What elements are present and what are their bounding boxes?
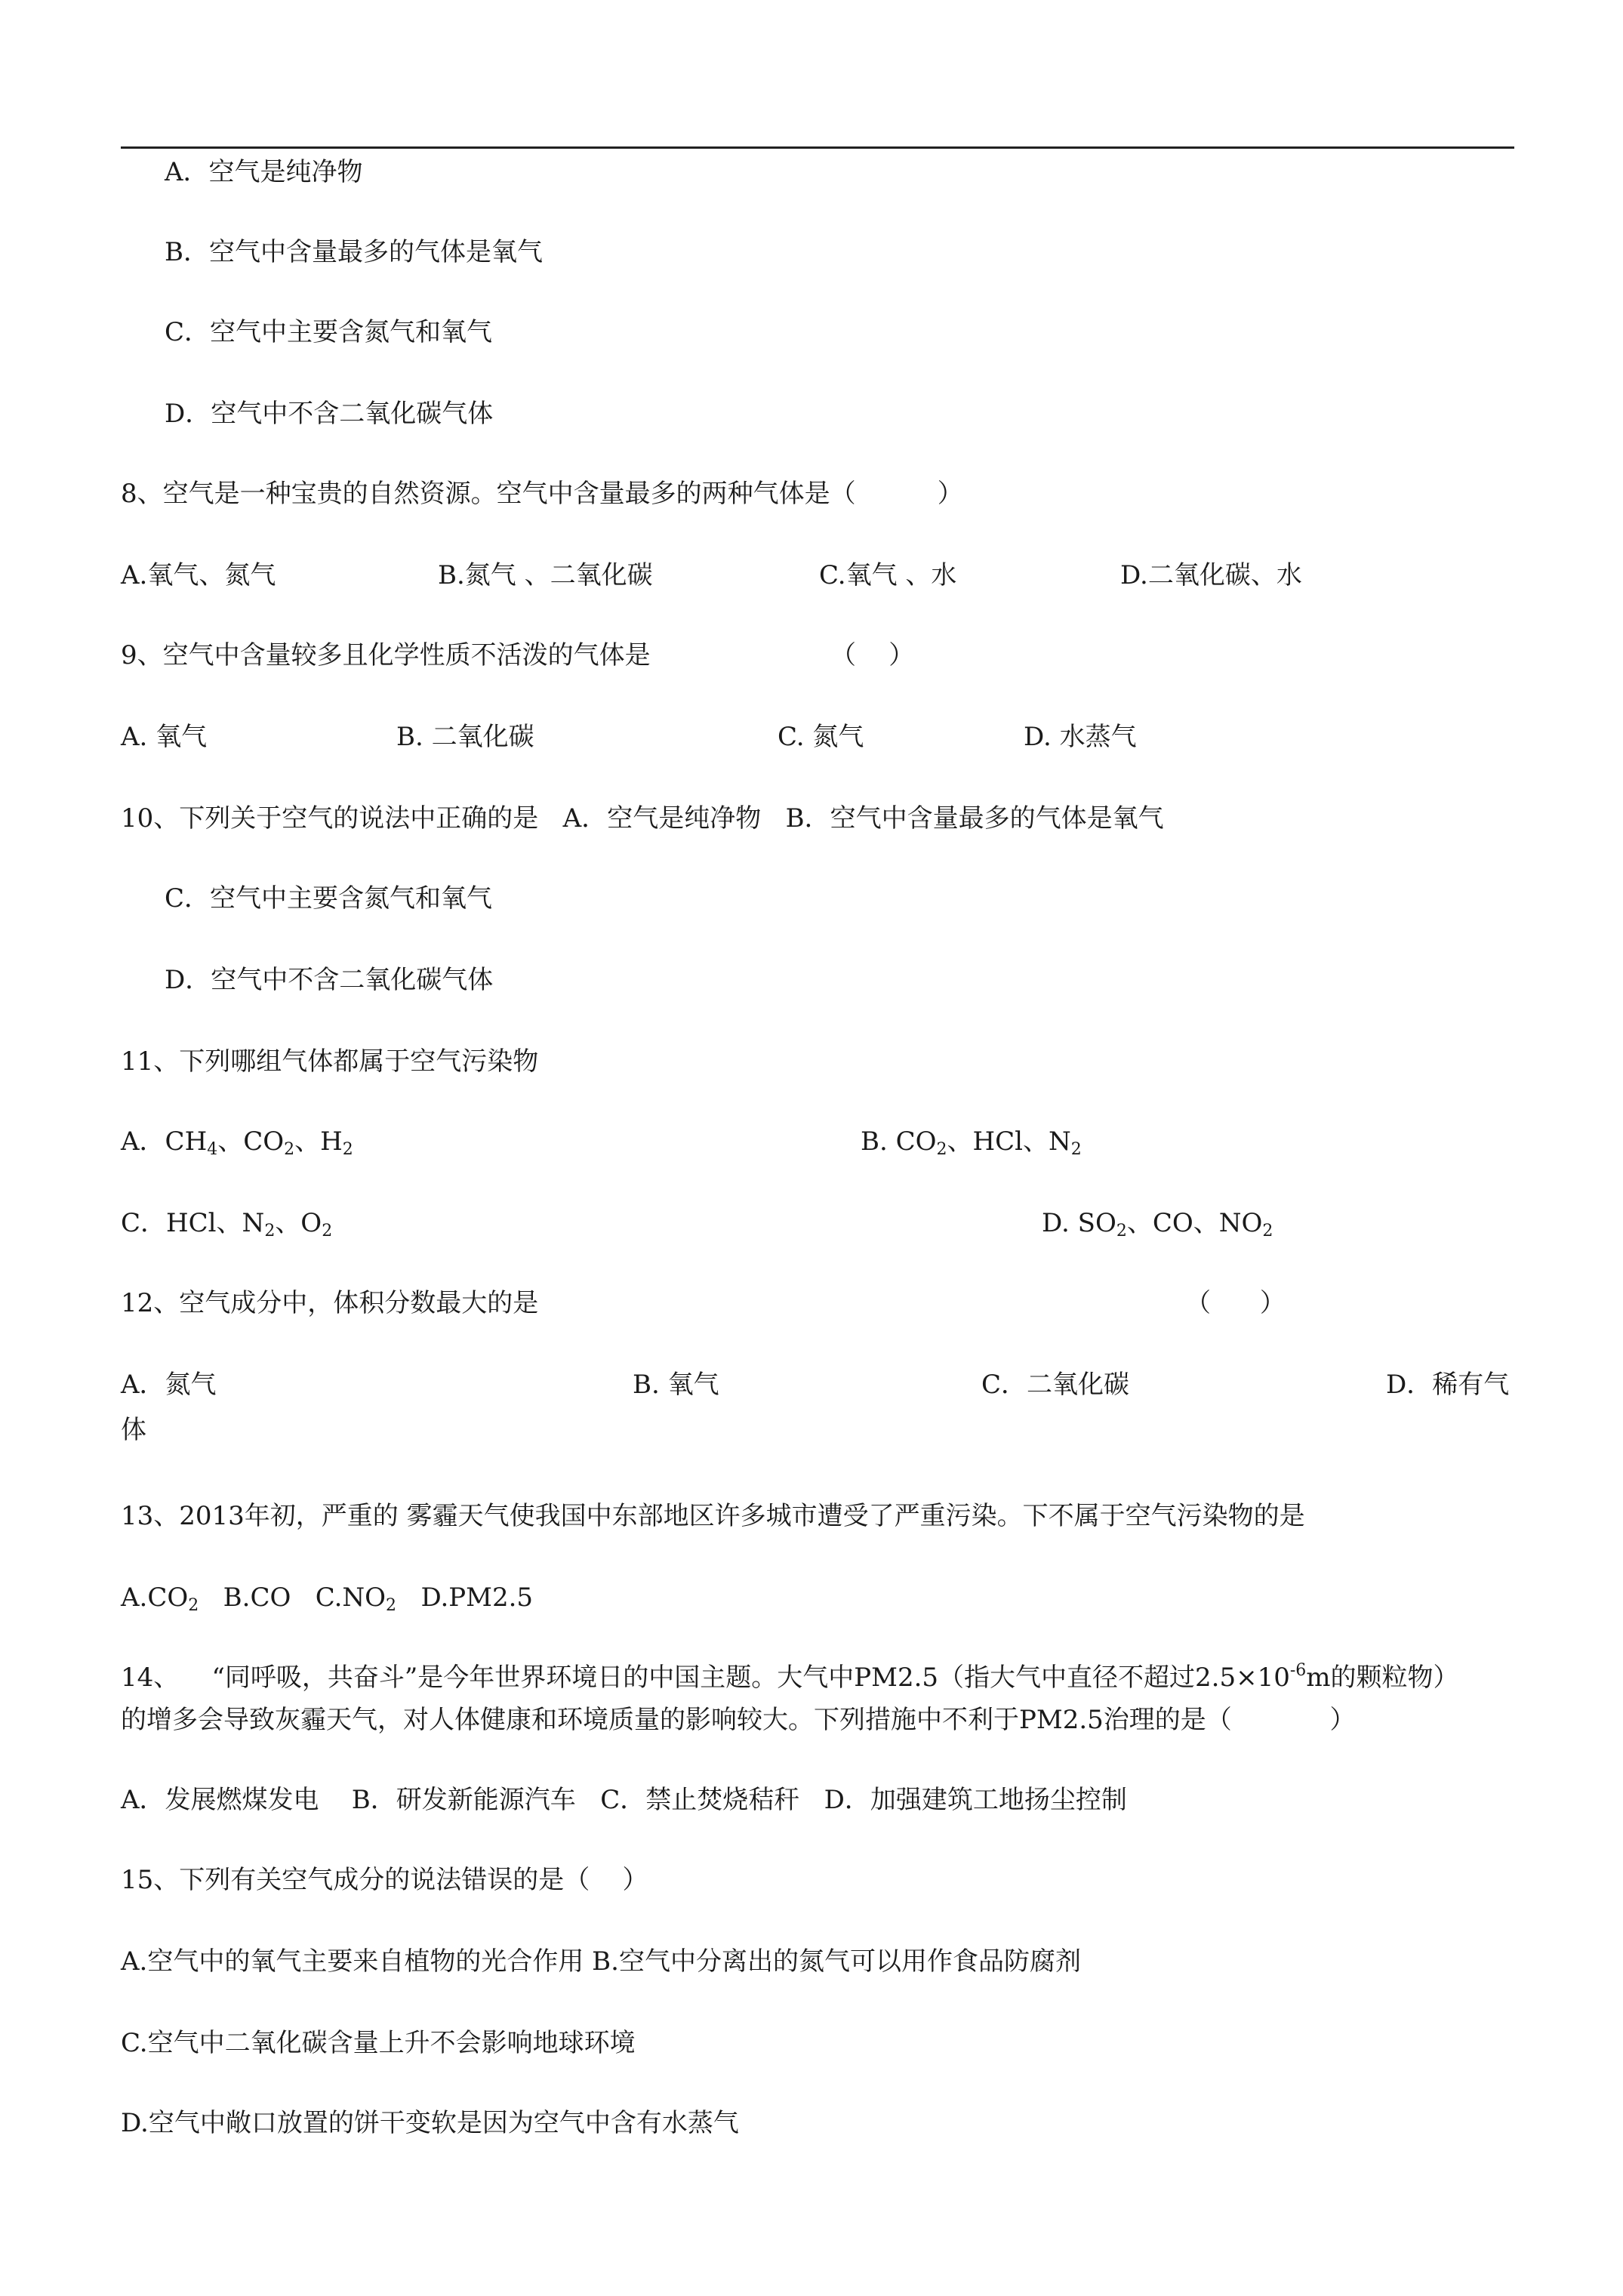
- q9-option-a: A. 氧气: [121, 722, 208, 752]
- header-rule: [121, 146, 1514, 149]
- q8-option-d: D.二氧化碳、水: [1120, 560, 1302, 590]
- q10-stem: 10、下列关于空气的说法中正确的是 A．空气是纯净物 B．空气中含量最多的气体是氧气: [121, 803, 1164, 834]
- q8-option-b: B.氮气 、二氧化碳: [438, 560, 653, 590]
- q14-stem-line2: 的增多会导致灰霾天气，对人体健康和环境质量的影响较大。下列措施中不利于PM2.5治理的是（ ）: [121, 1705, 1356, 1735]
- q9-stem: 9、空气中含量较多且化学性质不活泼的气体是: [121, 640, 651, 670]
- q13-stem: 13、2013年初，严重的 雾霾天气使我国中东部地区许多城市遭受了严重污染。下不属于空气污染物的是: [121, 1501, 1305, 1531]
- q7-option-b: B．空气中含量最多的气体是氧气: [165, 237, 543, 267]
- q15-option-c: C.空气中二氧化碳含量上升不会影响地球环境: [121, 2028, 636, 2058]
- q15-stem: 15、下列有关空气成分的说法错误的是（ ）: [121, 1865, 648, 1895]
- q11-option-b: B. $CO_2$、HCl、$N_2$: [861, 1126, 1082, 1159]
- q8-option-c: C.氧气 、水: [819, 560, 957, 590]
- q12-option-c: C．二氧化碳: [981, 1370, 1130, 1400]
- q11-option-d: D. $SO_2$、CO、$NO_2$: [1042, 1208, 1273, 1240]
- q7-option-d: D．空气中不含二氧化碳气体: [165, 399, 494, 429]
- q11-option-a: A．$CH_4$、$CO_2$、$H_2$: [121, 1126, 353, 1159]
- q14-options: A．发展燃煤发电 B．研发新能源汽车 C．禁止焚烧秸秆 D．加强建筑工地扬尘控制: [121, 1785, 1127, 1815]
- q12-answer-paren: （ ）: [1185, 1288, 1286, 1318]
- q11-option-c: C．HCl、$N_2$、$O_2$: [121, 1208, 333, 1240]
- q8-option-a: A.氧气、氮气: [121, 560, 276, 590]
- q7-option-c: C．空气中主要含氮气和氧气: [165, 317, 493, 347]
- q7-option-a: A．空气是纯净物: [165, 157, 363, 187]
- q12-option-b: B. 氧气: [633, 1370, 719, 1400]
- q11-stem: 11、下列哪组气体都属于空气污染物: [121, 1046, 539, 1077]
- q12-option-d-wrap: 体: [121, 1415, 146, 1445]
- q9-answer-paren: （ ）: [830, 640, 915, 670]
- q13-options: $A.CO_2$ B.CO $C.NO_2$ D.PM2.5: [121, 1583, 534, 1615]
- q15-option-ab: A.空气中的氧气主要来自植物的光合作用 B.空气中分离出的氮气可以用作食品防腐剂: [121, 1946, 1081, 1977]
- q10-option-c: C．空气中主要含氮气和氧气: [165, 883, 493, 914]
- q14-stem-line1: 14、 “同呼吸，共奋斗”是今年世界环境日的中国主题。大气中PM2.5（指大气中直径不超过$2.5\times 10^{-6}m$的颗粒物）: [121, 1661, 1459, 1693]
- q10-option-d: D．空气中不含二氧化碳气体: [165, 965, 494, 995]
- q12-stem: 12、空气成分中，体积分数最大的是: [121, 1288, 539, 1318]
- q9-option-c: C. 氮气: [778, 722, 864, 752]
- q15-option-d: D.空气中敞口放置的饼干变软是因为空气中含有水蒸气: [121, 2108, 739, 2138]
- q9-option-b: B. 二氧化碳: [396, 722, 534, 752]
- q8-stem: 8、空气是一种宝贵的自然资源。空气中含量最多的两种气体是（ ）: [121, 479, 963, 509]
- q12-option-d: D．稀有气: [1386, 1370, 1510, 1400]
- q12-option-a: A．氮气: [121, 1370, 217, 1400]
- q9-option-d: D. 水蒸气: [1024, 722, 1137, 752]
